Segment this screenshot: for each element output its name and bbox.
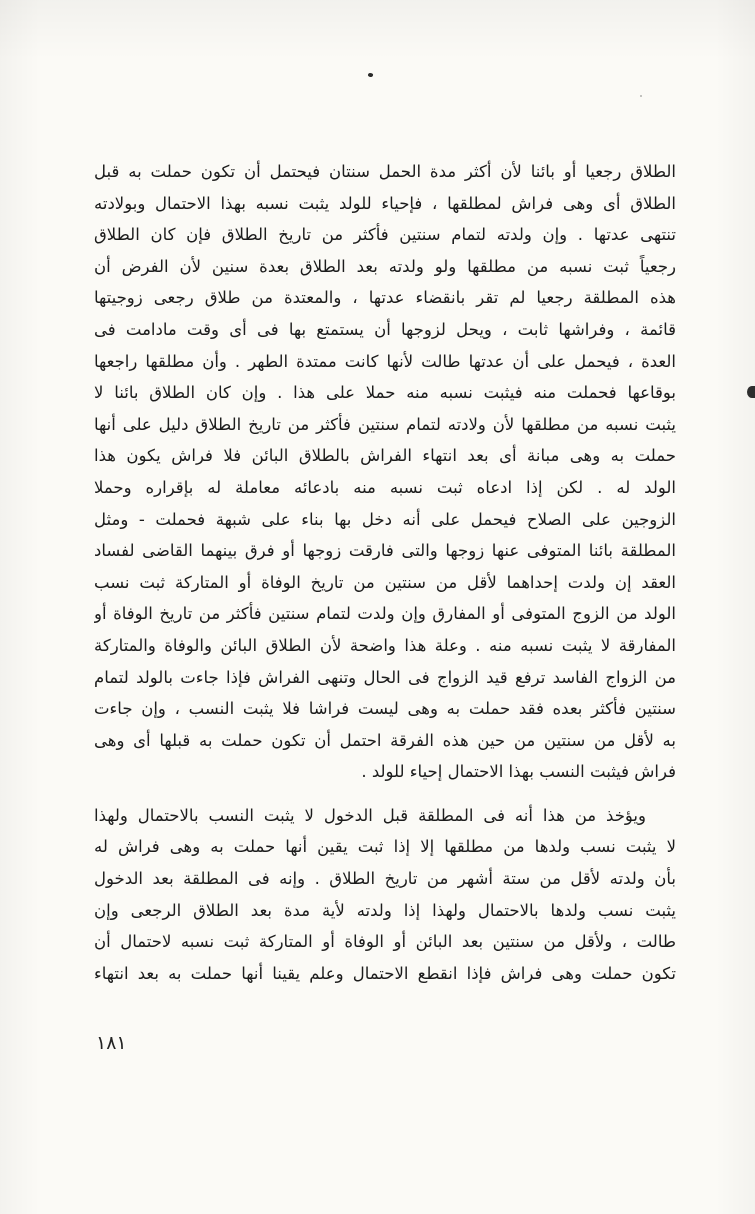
text-line: به لأقل من سنتين من حين هذه الفرقة احتمل أن تكون حملت به قبلها أى وهى (94, 730, 676, 750)
text-line: الطلاق رجعيا أو بائنا لأن أكثر مدة الحمل سنتان فيحتمل أن تكون حملت به قبل (94, 162, 676, 181)
body-text (94, 156, 676, 989)
text-line: الطلاق أى وهى فراش لمطلقها ، فإحياء للولد يثبت نسبه بهذا الاحتمال وبولادته (94, 193, 676, 213)
paragraph-1 (94, 156, 676, 788)
text-line: لا يثبت نسب ولدها من مطلقها إلا إذا ثبت يقين أنها حملت به وهى فراش له (94, 837, 676, 857)
page-number: ١٨١ (96, 1032, 127, 1054)
text-line: قائمة ، وفراشها ثابت ، ويحل لزوجها أن يستمتع بها فى أى وقت مادامت فى (94, 319, 676, 339)
text-line: رجعياً ثبت نسبه من مطلقها ولو ولدته بعد الطلاق بعدة سنين لأن الفرض أن (94, 256, 676, 276)
text-line: يثبت نسبه من مطلقها لأن ولادته لتمام سنتين فأكثر من تاريخ الطلاق دليل على أنها (94, 414, 676, 434)
page-edge-mark (747, 386, 755, 398)
text-line: سنتين فأكثر بعده فقد حملت به وهى ليست فراشا فلا يثبت النسب ، وإن جاءت (94, 699, 676, 719)
ink-dot (368, 72, 374, 77)
text-line: تكون حملت وهى فراش فإذا انقطع الاحتمال وعلم يقينا أنها حملت به بعد انتهاء (94, 963, 676, 983)
text-line: طالت ، ولأقل من سنتين بعد البائن أو الوفاة أو المتاركة ثبت نسبه لاحتمال أن (94, 932, 676, 952)
text-line: ويؤخذ من هذا أنه فى المطلقة قبل الدخول لا يثبت النسب بالاحتمال ولهذا (94, 805, 646, 825)
text-line: المطلقة بائنا المتوفى عنها زوجها والتى فارقت زوجها أو فرق بينهما القاضى لفساد (94, 541, 676, 561)
text-line: هذه المطلقة رجعيا لم تقر بانقضاء عدتها ، والمعتدة من طلاق رجعى زوجيتها (94, 288, 676, 308)
text-line: العدة ، فيحمل على أن عدتها طالت لأنها كانت ممتدة الطهر . وأن مطلقها راجعها (94, 351, 676, 371)
text-line: بوقاعها فحملت منه فيثبت نسبه منه حملا على هذا . وإن كان الطلاق بائنا لا (94, 383, 676, 403)
paragraph-2 (94, 800, 676, 990)
text-line: العقد إن ولدت إحداهما لأقل من سنتين من تاريخ الوفاة أو المتاركة ثبت نسب (94, 572, 676, 592)
text-line: تنتهى عدتها . وإن ولدته لتمام سنتين فأكثر من تاريخ الطلاق فإن كان الطلاق (94, 225, 676, 245)
text-line: المفارقة لا يثبت نسبه منه . وعلة هذا واضحة لأن الطلاق البائن والوفاة والمتاركة (94, 635, 676, 655)
text-line: فراش فيثبت النسب بهذا الاحتمال إحياء للولد . (361, 762, 676, 782)
text-line: بأن ولدته لأقل من ستة أشهر من تاريخ الطلاق . وإنه فى المطلقة بعد الدخول (94, 869, 676, 889)
scan-speck (640, 95, 642, 97)
text-line: من الزواج الفاسد ترفع قيد الزواج فى الحال وتنهى الفراش فإذا جاءت بالولد لتمام (94, 667, 676, 687)
text-line: الزوجين على الصلاح فيحمل على أنه دخل بها بناء على شبهة فحملت - ومثل (94, 509, 676, 529)
text-line: الولد من الزوج المتوفى أو المفارق وإن ولدت لتمام سنتين فأكثر من تاريخ الوفاة أو (94, 604, 676, 624)
text-line: يثبت نسب ولدها بالاحتمال ولهذا إذا ولدته لأية مدة بعد الطلاق الرجعى وإن (94, 900, 676, 920)
text-line: الولد له . لكن إذا ادعاه ثبت نسبه منه بادعائه معاملة له بإقراره وحملا (94, 477, 676, 497)
text-line: حملت به وهى مبانة أى بعد انتهاء الفراش بالطلاق البائن فلا فراش يكون هذا (94, 446, 676, 466)
